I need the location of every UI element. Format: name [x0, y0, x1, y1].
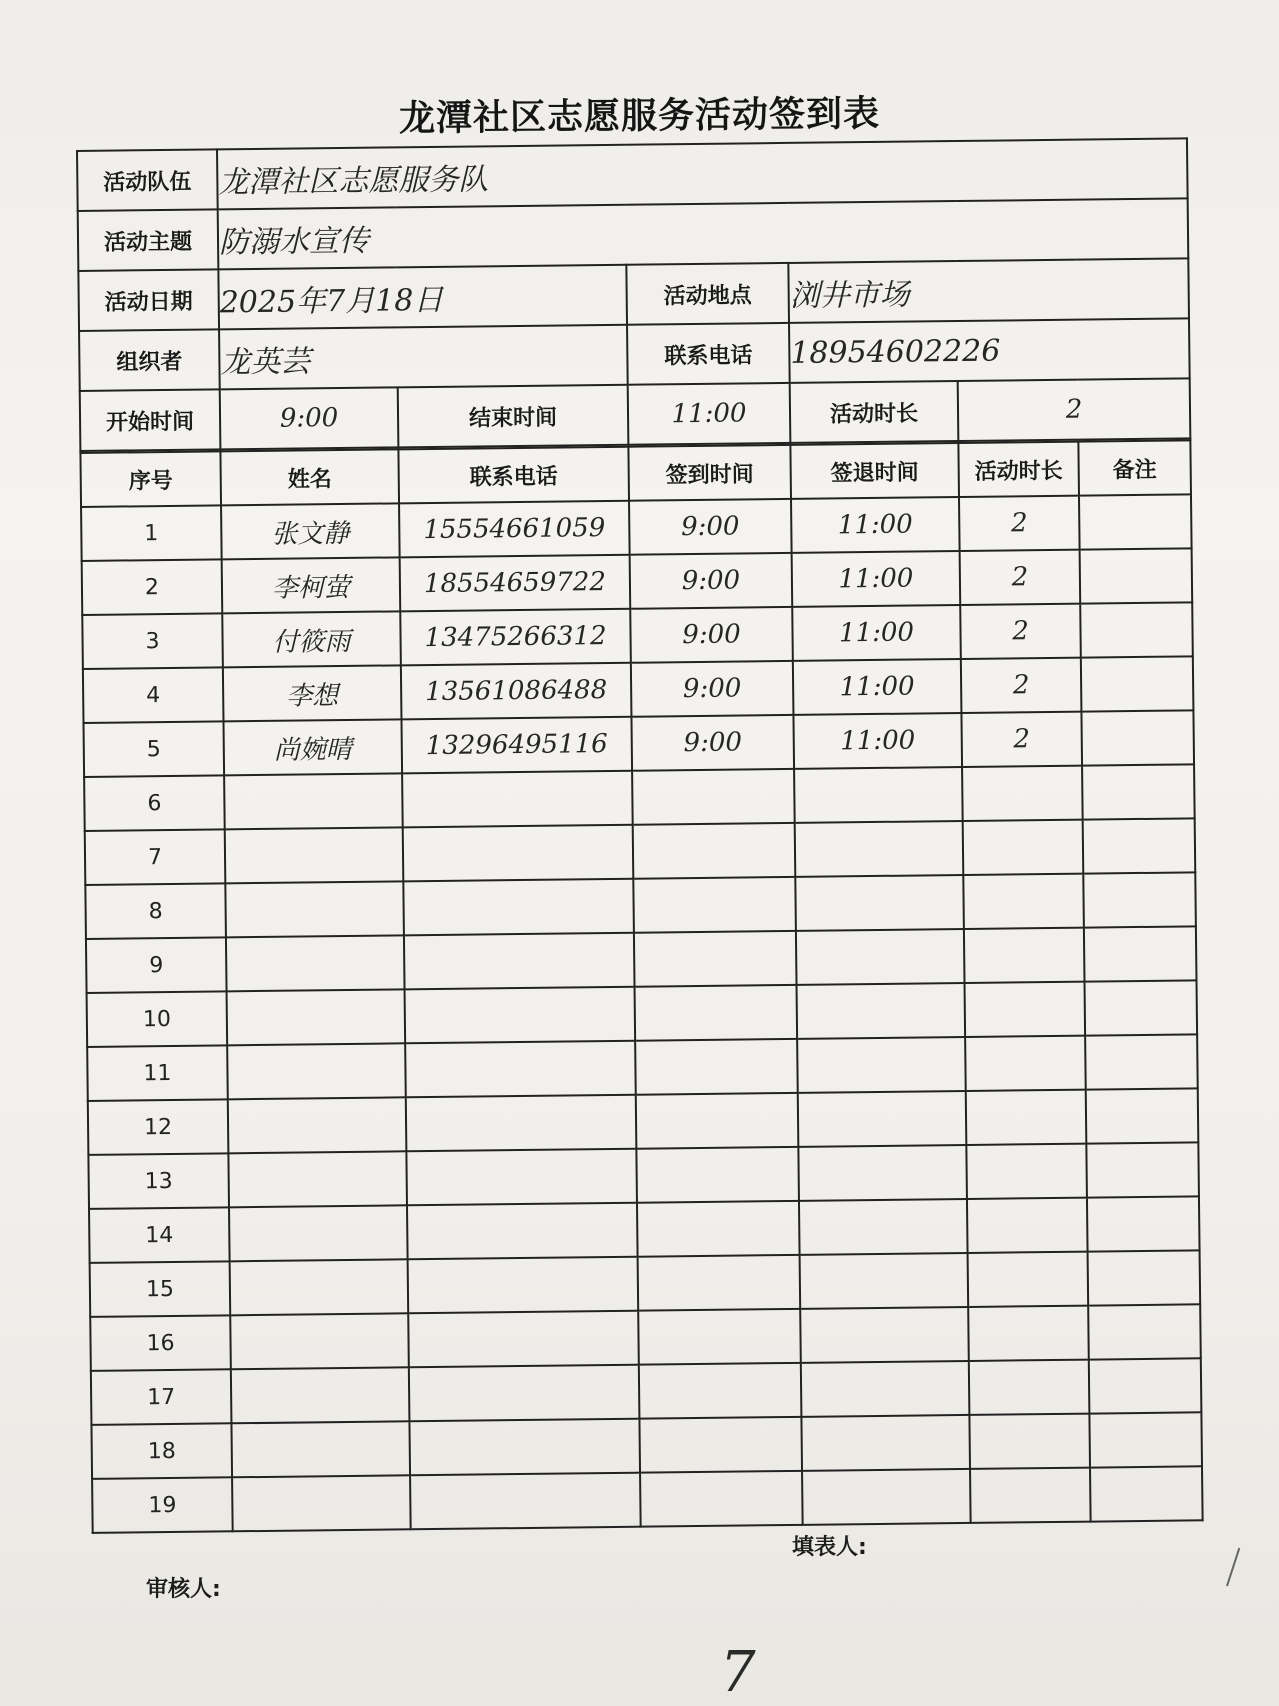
row-number: 11: [87, 1045, 228, 1101]
checkout-time: [797, 1037, 966, 1093]
volunteer-name: [227, 1043, 406, 1099]
volunteer-name: [224, 773, 403, 829]
volunteer-name: [231, 1367, 410, 1423]
volunteer-table: [79, 439, 1203, 1534]
checkout-time: [798, 1145, 967, 1201]
end-label: 结束时间: [398, 385, 629, 448]
contact-label: 联系电话: [627, 323, 790, 385]
row-number: 17: [91, 1369, 232, 1425]
remark: [1089, 1358, 1202, 1413]
row-number: 1: [81, 505, 222, 561]
table-row: [92, 1466, 1203, 1533]
checkout-time: [795, 821, 964, 877]
row-number: 7: [85, 829, 226, 885]
row-number: 16: [90, 1315, 231, 1371]
checkout-time: [794, 767, 963, 823]
checkin-time: [633, 877, 796, 933]
col-header: 备注: [1078, 440, 1191, 495]
activity-info-table: [76, 137, 1191, 452]
activity-hours: [962, 766, 1083, 821]
volunteer-phone: 13475266312: [400, 609, 631, 666]
activity-hours: 2: [961, 658, 1082, 713]
remark: [1088, 1304, 1201, 1359]
checkin-time: [632, 769, 795, 825]
remark: [1080, 602, 1193, 657]
checkin-time: 9:00: [631, 715, 794, 771]
checkin-time: [635, 985, 798, 1041]
checkin-time: [636, 1093, 799, 1149]
activity-hours: [964, 928, 1085, 983]
remark: [1080, 548, 1193, 603]
volunteer-name: [232, 1475, 411, 1531]
volunteer-rows: [81, 494, 1203, 1533]
checkout-time: [797, 983, 966, 1039]
volunteer-phone: 13561086488: [401, 663, 632, 720]
checkout-time: [801, 1361, 970, 1417]
checkout-time: [799, 1199, 968, 1255]
checkin-time: 9:00: [630, 553, 793, 609]
time-row: [80, 378, 1191, 451]
activity-hours: [970, 1468, 1091, 1523]
theme-value: 防溺水宣传: [218, 198, 1189, 269]
contact-value: 18954602226: [789, 318, 1190, 383]
signin-form: [76, 137, 1202, 1572]
checkin-time: [634, 931, 797, 987]
remark: [1089, 1412, 1202, 1467]
organizer-value: 龙英芸: [219, 325, 628, 390]
volunteer-phone: [406, 1149, 637, 1206]
col-header: 姓名: [220, 449, 399, 505]
row-number: 5: [84, 721, 225, 777]
checkout-time: [800, 1307, 969, 1363]
date-label: 活动日期: [78, 269, 219, 331]
checkout-time: [802, 1469, 971, 1525]
organizer-label: 组织者: [79, 329, 220, 391]
reviewer-label: 审核人:: [146, 1577, 221, 1602]
remark: [1088, 1250, 1201, 1305]
checkin-time: 9:00: [630, 607, 793, 663]
volunteer-name: [226, 935, 405, 991]
volunteer-phone: [408, 1257, 639, 1314]
checkout-time: 11:00: [792, 551, 961, 607]
row-number: 6: [84, 775, 225, 831]
volunteer-name: [228, 1097, 407, 1153]
checkout-time: 11:00: [793, 659, 962, 715]
remark: [1081, 710, 1194, 765]
remark: [1086, 1142, 1199, 1197]
volunteer-name: 张文静: [221, 503, 400, 559]
checkout-time: [796, 929, 965, 985]
volunteer-phone: [405, 987, 636, 1044]
row-number: 9: [86, 937, 227, 993]
duration-label: 活动时长: [790, 381, 959, 443]
volunteer-name: [231, 1421, 410, 1477]
activity-hours: [963, 820, 1084, 875]
activity-hours: 2: [960, 604, 1081, 659]
checkout-time: [800, 1253, 969, 1309]
row-number: 8: [85, 883, 226, 939]
col-header: 序号: [80, 451, 221, 507]
checkout-time: 11:00: [791, 497, 960, 553]
remark: [1079, 494, 1192, 549]
col-header: 签退时间: [790, 443, 959, 499]
checkout-time: [801, 1415, 970, 1471]
page-mark: 7: [720, 1640, 756, 1705]
col-header: 签到时间: [628, 445, 791, 501]
remark: [1082, 764, 1195, 819]
volunteer-name: [225, 827, 404, 883]
remark: [1090, 1466, 1203, 1521]
activity-hours: [969, 1414, 1090, 1469]
checkin-time: [639, 1417, 802, 1473]
checkout-time: [798, 1091, 967, 1147]
theme-label: 活动主题: [78, 209, 219, 271]
volunteer-phone: [403, 825, 634, 882]
activity-hours: [968, 1306, 1089, 1361]
volunteer-name: [227, 989, 406, 1045]
checkin-time: [637, 1201, 800, 1257]
row-number: 3: [82, 613, 223, 669]
checkin-time: [638, 1309, 801, 1365]
remark: [1083, 818, 1196, 873]
volunteer-name: [225, 881, 404, 937]
volunteer-name: 尚婉晴: [223, 719, 402, 775]
volunteer-phone: [403, 879, 634, 936]
col-header: 活动时长: [958, 442, 1079, 497]
row-number: 13: [88, 1153, 229, 1209]
volunteer-phone: [404, 933, 635, 990]
activity-hours: [966, 1090, 1087, 1145]
activity-hours: [963, 874, 1084, 929]
row-number: 14: [89, 1207, 230, 1263]
volunteer-name: 付筱雨: [222, 611, 401, 667]
checkin-time: 9:00: [631, 661, 794, 717]
date-value: 2025年7月18日: [218, 265, 627, 330]
volunteer-phone: [408, 1311, 639, 1368]
remark: [1087, 1196, 1200, 1251]
checkin-time: [639, 1363, 802, 1419]
checkin-time: [636, 1147, 799, 1203]
volunteer-phone: 18554659722: [400, 555, 631, 612]
volunteer-name: 李柯萤: [222, 557, 401, 613]
checkout-time: 11:00: [793, 713, 962, 769]
remark: [1086, 1088, 1199, 1143]
activity-hours: [966, 1144, 1087, 1199]
team-value: 龙潭社区志愿服务队: [217, 138, 1188, 209]
duration-value: 2: [958, 378, 1191, 441]
remark: [1084, 926, 1197, 981]
checkin-time: [635, 1039, 798, 1095]
activity-hours: 2: [961, 712, 1082, 767]
activity-hours: [965, 1036, 1086, 1091]
remark: [1085, 1034, 1198, 1089]
checkin-time: [640, 1471, 803, 1527]
row-number: 18: [91, 1423, 232, 1479]
checkin-time: [633, 823, 796, 879]
activity-hours: 2: [960, 550, 1081, 605]
volunteer-name: [230, 1313, 409, 1369]
form-title: 龙潭社区志愿服务活动签到表: [398, 93, 881, 140]
activity-hours: [965, 982, 1086, 1037]
activity-hours: [968, 1252, 1089, 1307]
filler-label: 填表人:: [792, 1535, 867, 1560]
col-header: 联系电话: [398, 447, 629, 504]
volunteer-name: [228, 1151, 407, 1207]
checkout-time: 11:00: [792, 605, 961, 661]
location-value: 浏井市场: [788, 258, 1189, 323]
volunteer-phone: [409, 1365, 640, 1422]
start-value: 9:00: [220, 387, 399, 449]
volunteer-phone: [407, 1203, 638, 1260]
remark: [1081, 656, 1194, 711]
row-number: 15: [90, 1261, 231, 1317]
volunteer-phone: 15554661059: [399, 501, 630, 558]
team-label: 活动队伍: [77, 149, 218, 211]
start-label: 开始时间: [80, 389, 221, 451]
volunteer-phone: [405, 1041, 636, 1098]
activity-hours: [969, 1360, 1090, 1415]
row-number: 4: [83, 667, 224, 723]
volunteer-name: [230, 1259, 409, 1315]
remark: [1084, 980, 1197, 1035]
location-label: 活动地点: [626, 263, 789, 325]
volunteer-phone: 13296495116: [401, 717, 632, 774]
checkout-time: [795, 875, 964, 931]
volunteer-phone: [402, 771, 633, 828]
volunteer-phone: [409, 1419, 640, 1476]
row-number: 19: [92, 1477, 233, 1533]
checkin-time: [638, 1255, 801, 1311]
row-number: 10: [87, 991, 228, 1047]
end-value: 11:00: [628, 383, 791, 445]
pen-mark: [1226, 1548, 1246, 1589]
remark: [1083, 872, 1196, 927]
volunteer-name: 李想: [223, 665, 402, 721]
row-number: 2: [82, 559, 223, 615]
volunteer-phone: [406, 1095, 637, 1152]
activity-hours: [967, 1198, 1088, 1253]
volunteer-phone: [410, 1473, 641, 1530]
volunteer-name: [229, 1205, 408, 1261]
activity-hours: 2: [959, 496, 1080, 551]
checkin-time: 9:00: [629, 499, 792, 555]
row-number: 12: [88, 1099, 229, 1155]
